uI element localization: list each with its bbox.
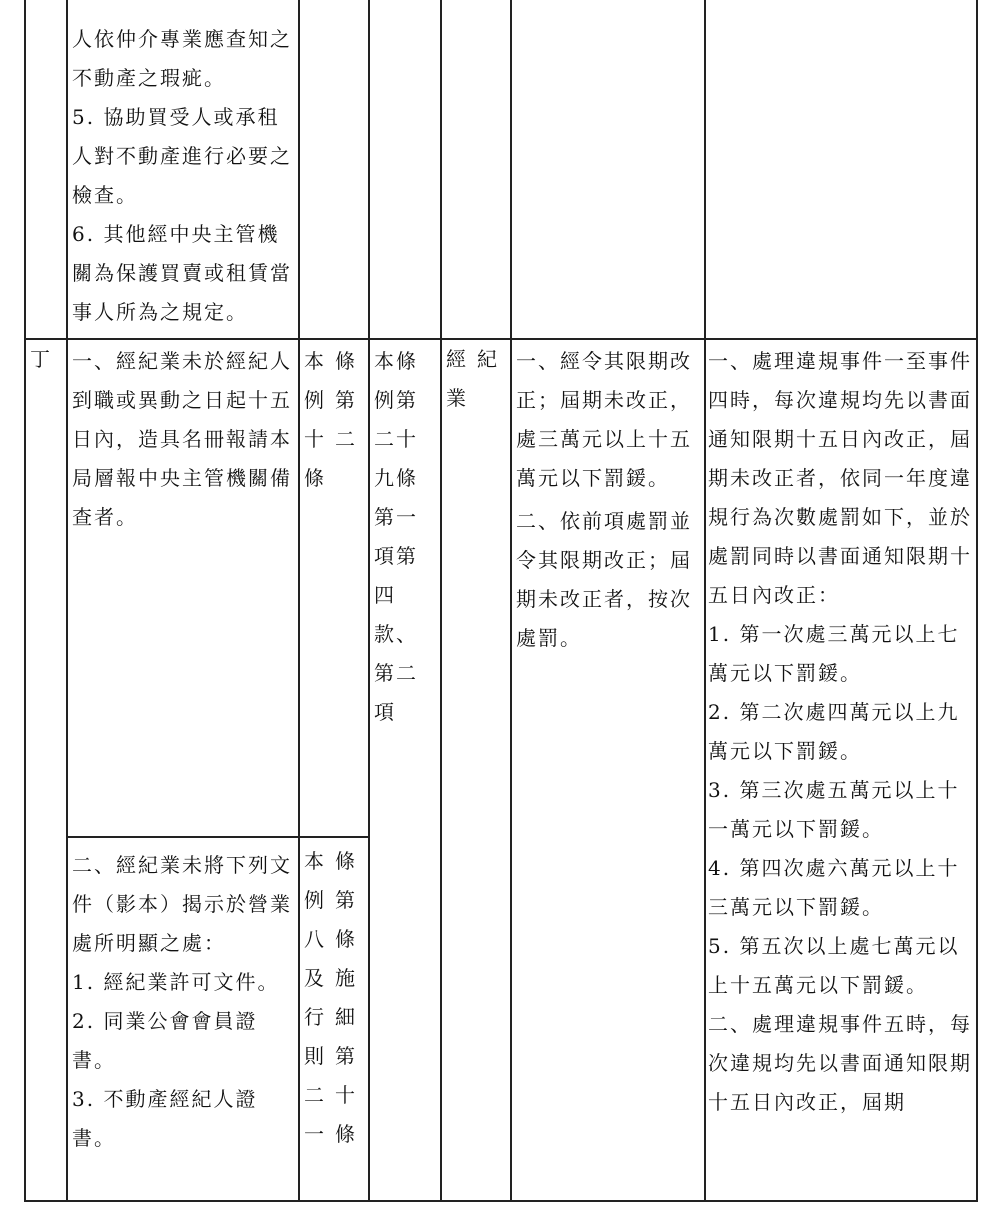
legal-basis-text: 本條例第十二條: [304, 349, 366, 490]
standard-cell: [708, 342, 974, 1122]
table-border-right: [976, 0, 978, 1202]
standard-text: 5. 第五次以上處七萬元以上十五萬元以下罰鍰。: [708, 934, 960, 997]
standard-text: 二、處理違規事件五時，每次違規均先以書面通知限期十五日內改正，屆期: [708, 1012, 972, 1114]
penalty-basis-text: 本條例第二十九條第一項第四款、第二項: [374, 349, 418, 724]
table-border-bottom: [24, 1200, 978, 1202]
legal-basis-text: 本條例第八條及施行細則第二十一條: [304, 849, 366, 1146]
row-divider: [66, 836, 370, 838]
column-divider: [66, 0, 68, 1202]
violation-text: 2. 同業公會會員證書。: [72, 1009, 258, 1072]
legal-basis-cell-2: [304, 842, 368, 1154]
column-divider: [704, 0, 706, 1202]
violation-text: 二、經紀業未將下列文件（影本）揭示於營業處所明顯之處：: [72, 853, 292, 955]
violation-cell-continued: [72, 20, 294, 332]
violation-text: 1. 經紀業許可文件。: [72, 970, 280, 994]
table-border-left: [24, 0, 26, 1202]
penalty-cell: [516, 342, 702, 658]
penalty-basis-cell: [374, 342, 438, 732]
standard-text: 一、處理違規事件一至事件四時，每次違規均先以書面通知限期十五日內改正，屆期未改正者，依同一年度違規行為次數處罰如下，並於處罰同時以書面通知限期十五日內改正：: [708, 349, 972, 607]
column-divider: [440, 0, 442, 1202]
standard-text: 4. 第四次處六萬元以上十三萬元以下罰鍰。: [708, 856, 960, 919]
grade-label: 丁: [30, 347, 52, 371]
violation-text: 人依仲介專業應查知之不動產之瑕疵。: [72, 27, 292, 90]
penalty-text: 二、依前項處罰並令其限期改正；屆期未改正者，按次處罰。: [516, 509, 692, 650]
target-text: 經紀業: [446, 347, 508, 410]
violation-text: 一、經紀業未於經紀人到職或異動之日起十五日內，造具名冊報請本局層報中央主管機關備查者。: [72, 349, 292, 529]
standard-text: 2. 第二次處四萬元以上九萬元以下罰鍰。: [708, 700, 960, 763]
column-divider: [298, 0, 300, 1202]
violation-text: 5. 協助買受人或承租人對不動產進行必要之檢查。: [72, 105, 292, 207]
penalty-text: 一、經令其限期改正；屆期未改正，處三萬元以上十五萬元以下罰鍰。: [516, 349, 692, 490]
violation-text: 6. 其他經中央主管機關為保護買賣或租賃當事人所為之規定。: [72, 222, 292, 324]
standard-text: 1. 第一次處三萬元以上七萬元以下罰鍰。: [708, 622, 960, 685]
target-cell: [446, 340, 508, 418]
column-divider: [510, 0, 512, 1202]
violation-cell-1: [72, 342, 294, 537]
violation-text: 3. 不動產經紀人證書。: [72, 1087, 258, 1150]
violation-cell-2: [72, 846, 294, 1158]
standard-text: 3. 第三次處五萬元以上十一萬元以下罰鍰。: [708, 778, 960, 841]
legal-basis-cell-1: [304, 342, 368, 498]
column-divider: [368, 0, 370, 1202]
